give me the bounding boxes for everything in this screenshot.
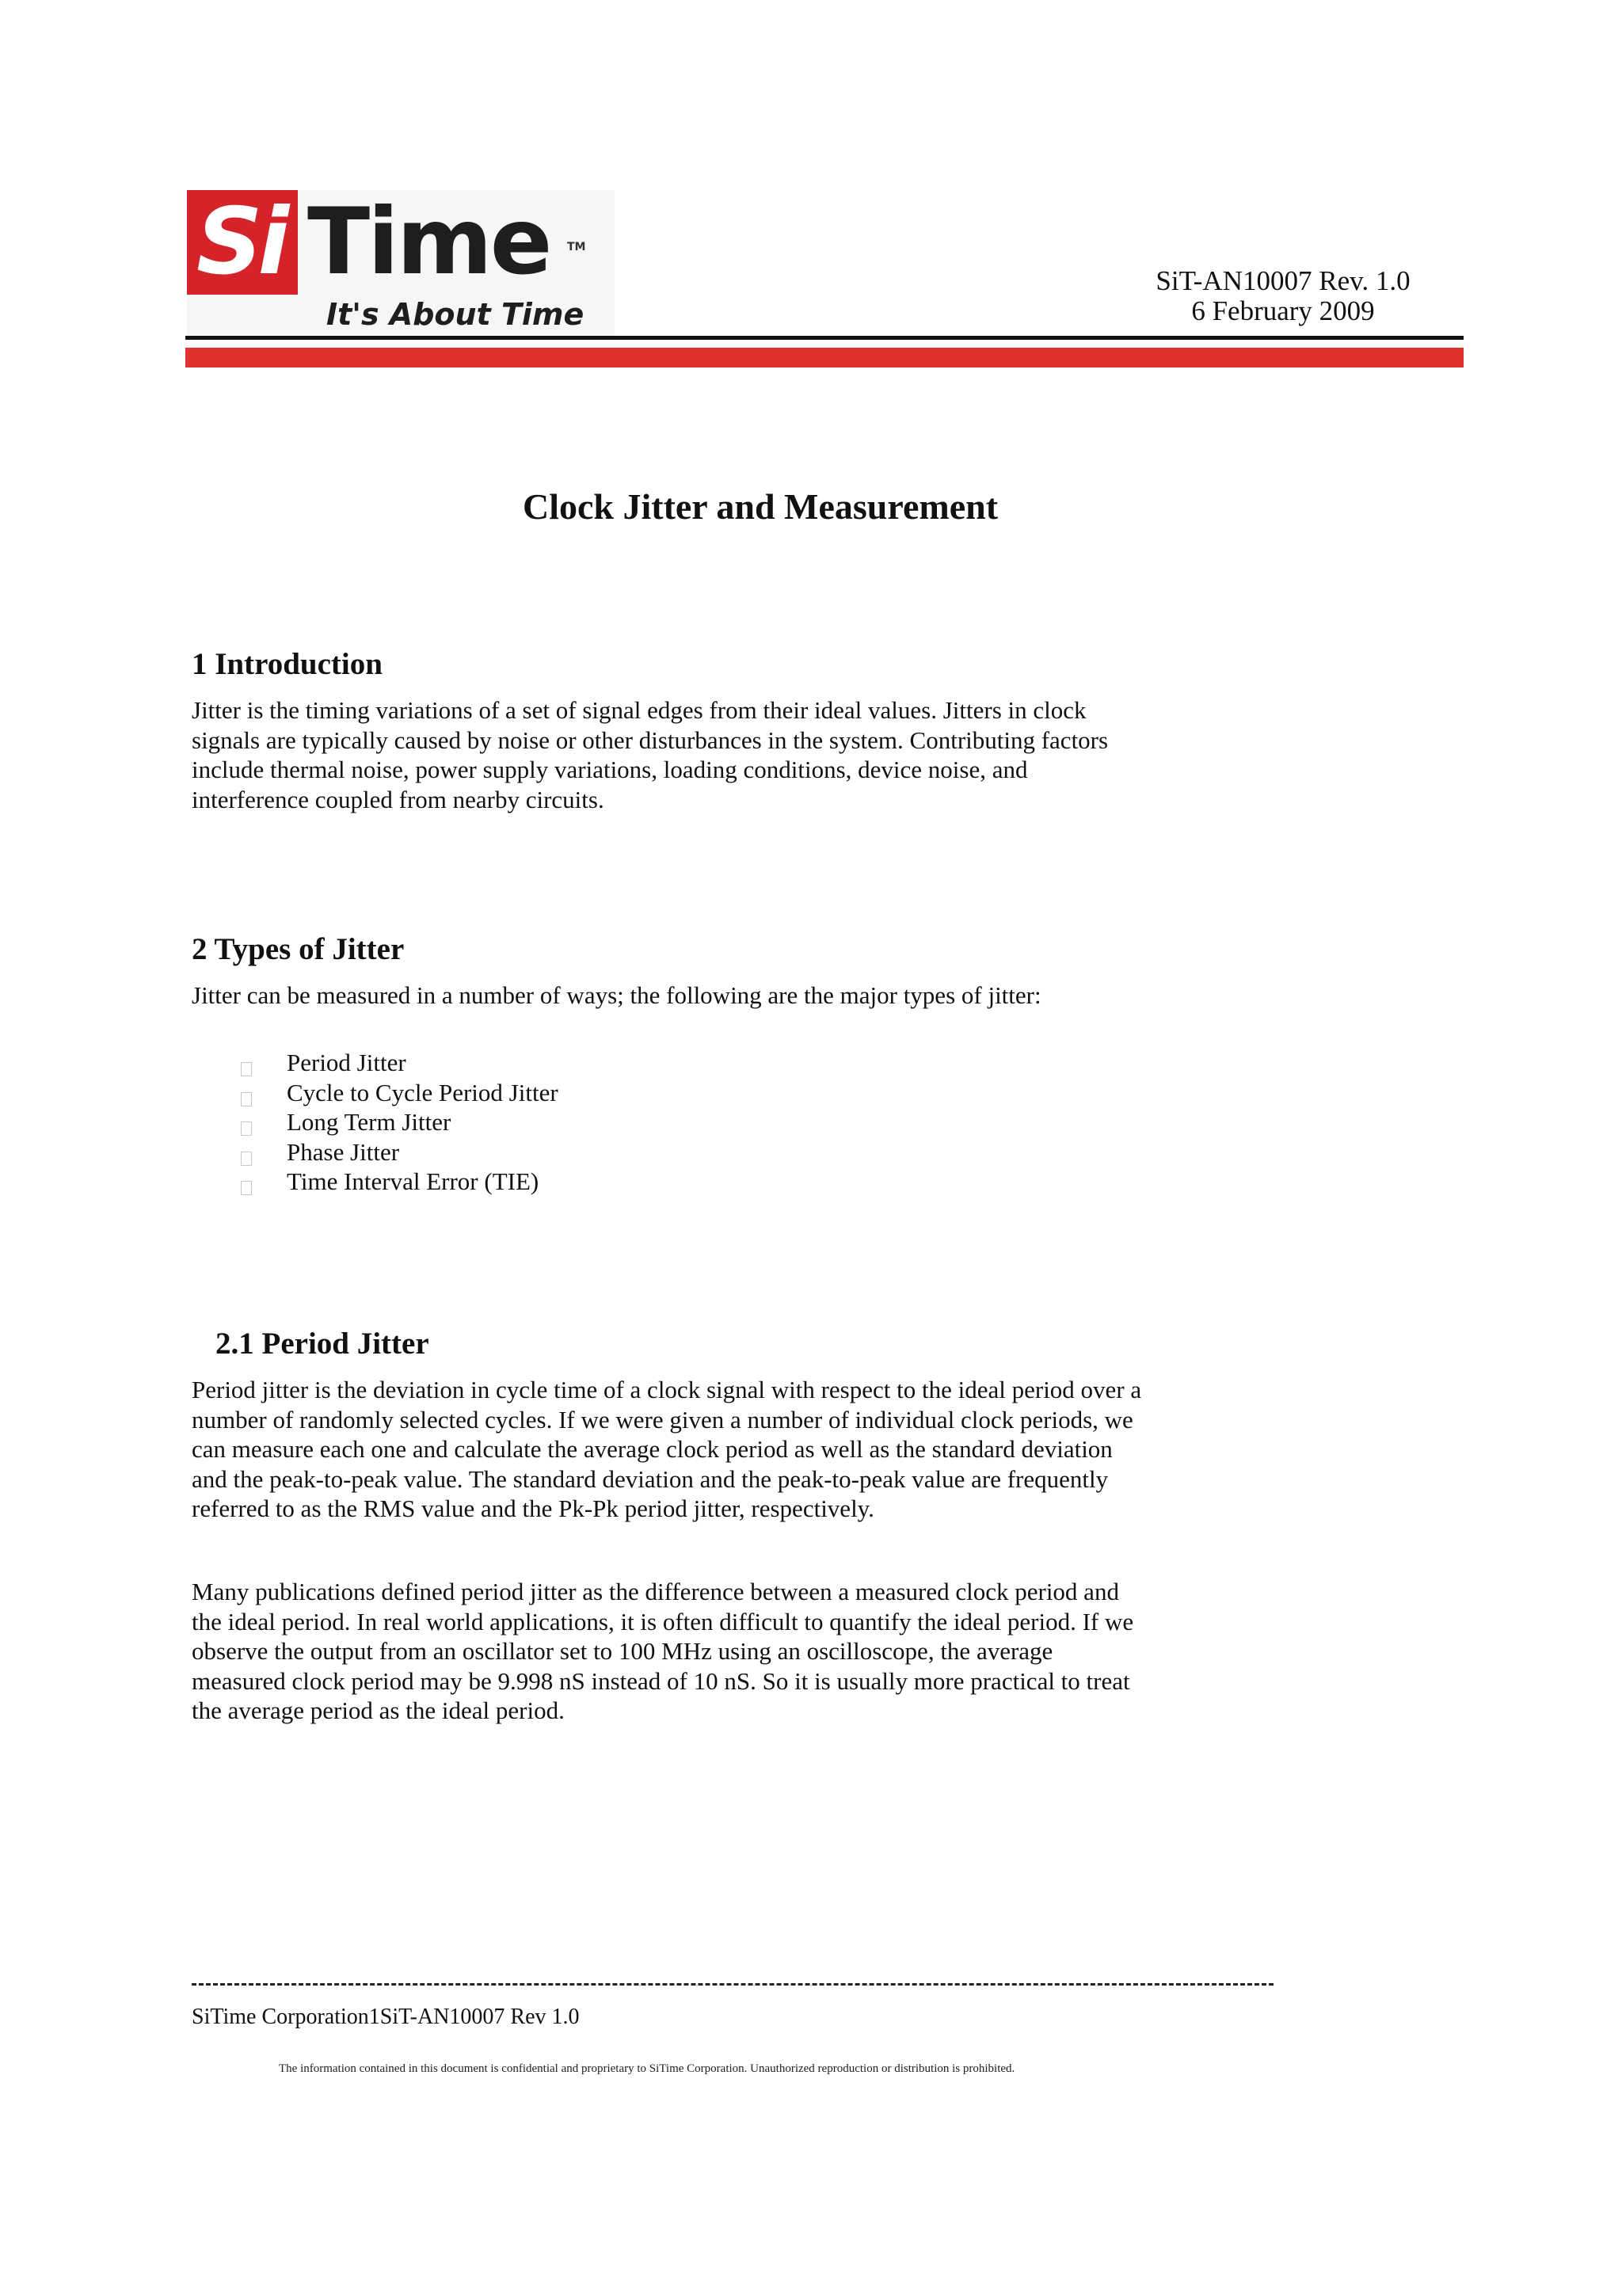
logo-time-text: Time <box>307 188 550 295</box>
text-line: Period jitter is the deviation in cycle time of a clock signal with respect to the ideal period over a <box>192 1376 1142 1403</box>
confidentiality-notice: The information contained in this document is confidential and proprietary to SiTime Corporation. Unauthorized reproduction or distribution is prohibited. <box>279 2062 1015 2075</box>
text-line: number of randomly selected cycles. If we were given a number of individual clock periods, we <box>192 1405 1133 1434</box>
bullet-box-icon <box>241 1062 252 1076</box>
text-line: Jitter can be measured in a number of ways; the following are the major types of jitter: <box>192 981 1041 1009</box>
list-item-label: Period Jitter <box>287 1049 406 1076</box>
section-heading-period-jitter: 2.1 Period Jitter <box>215 1327 429 1361</box>
document-title: Clock Jitter and Measurement <box>522 486 999 527</box>
text-line: Many publications defined period jitter as the difference between a measured clock period and <box>192 1578 1119 1605</box>
bullet-box-icon <box>241 1181 252 1195</box>
types-intro <box>192 980 1245 1011</box>
text-line: can measure each one and calculate the average clock period as well as the standard deviation <box>192 1435 1113 1464</box>
text-line: referred to as the RMS value and the Pk-Pk period jitter, respectively. <box>192 1494 874 1523</box>
list-item-label: Phase Jitter <box>287 1137 400 1166</box>
text-line: and the peak-to-peak value. The standard deviation and the peak-to-peak value are frequently <box>192 1464 1109 1493</box>
period-jitter-paragraph-1 <box>192 1375 1245 1524</box>
text-line: the ideal period. In real world applications, it is often difficult to quantify the ideal period. If we <box>192 1607 1134 1635</box>
header-rule-red <box>185 348 1464 367</box>
logo-trademark: TM <box>567 241 586 253</box>
document-number: SiT-AN10007 Rev. 1.0 <box>1156 265 1411 296</box>
document-info <box>1093 266 1473 326</box>
document-date: 6 February 2009 <box>1191 295 1375 326</box>
list-item-label: Time Interval Error (TIE) <box>287 1167 539 1196</box>
logo-tagline: It's About Time <box>326 297 584 332</box>
list-item-label: Long Term Jitter <box>287 1108 451 1137</box>
text-line: include thermal noise, power supply variations, loading conditions, device noise, and <box>192 756 1028 784</box>
bullet-box-icon <box>241 1092 252 1106</box>
introduction-paragraph <box>192 695 1245 814</box>
section-heading-introduction: 1 Introduction <box>192 647 383 681</box>
sitime-logo <box>187 190 615 337</box>
text-line: interference coupled from nearby circuits. <box>192 785 604 813</box>
footer-divider <box>192 1983 1274 1986</box>
text-line: observe the output from an oscillator set to 100 MHz using an oscilloscope, the average <box>192 1637 1053 1666</box>
text-line: signals are typically caused by noise or other disturbances in the system. Contributing factors <box>192 725 1109 754</box>
period-jitter-paragraph-2 <box>192 1577 1245 1726</box>
bullet-box-icon <box>241 1152 252 1166</box>
header-rule-black <box>185 336 1464 340</box>
text-line: the average period as the ideal period. <box>192 1696 565 1725</box>
list-item-label: Cycle to Cycle Period Jitter <box>287 1078 558 1106</box>
text-line: Jitter is the timing variations of a set of signal edges from their ideal values. Jitters in clock <box>192 696 1087 724</box>
text-line: measured clock period may be 9.998 nS instead of 10 nS. So it is usually more practical to treat <box>192 1666 1130 1695</box>
bullet-box-icon <box>241 1121 252 1136</box>
footer-text: SiTime Corporation1SiT-AN10007 Rev 1.0 <box>192 2005 580 2029</box>
logo-si-text: Si <box>196 188 285 295</box>
section-heading-types: 2 Types of Jitter <box>192 932 405 966</box>
